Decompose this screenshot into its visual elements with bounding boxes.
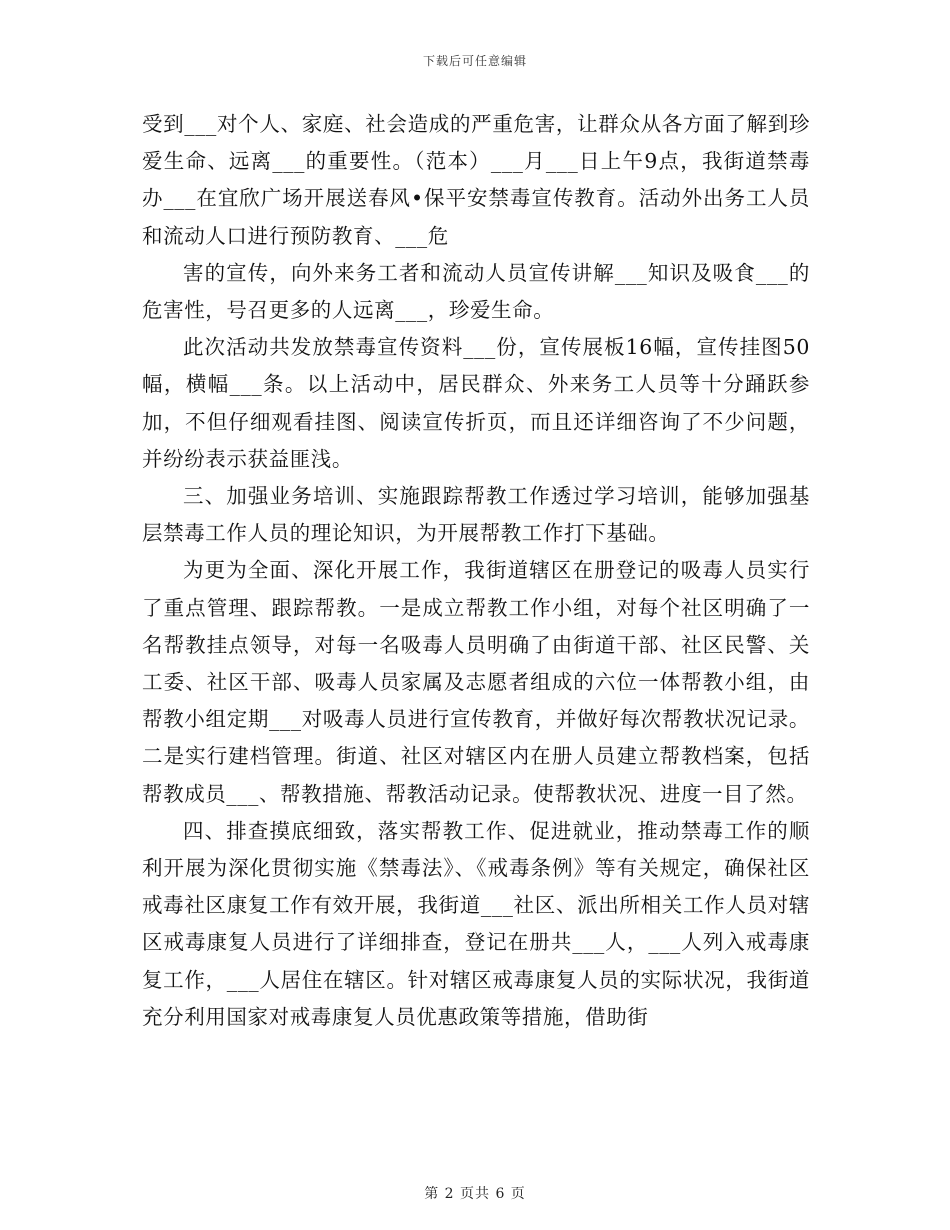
paragraph: 为更为全面、深化开展工作，我街道辖区在册登记的吸毒人员实行了重点管理、跟踪帮教。一是成立帮教工作小组，对每个社区明确了一名帮教挂点领导，对每一名吸毒人员明确了由街道干部、社区民警、关工委、社区干部、吸毒人员家属及志愿者组成的六位一体帮教小组，由帮教小组定期___对吸毒人员进行宣传教育，并做好每次帮教状况记录。二是实行建档管理。街道、社区对辖区内在册人员建立帮教档案，包括帮教成员___、帮教措施、帮教活动记录。使帮教状况、进度一目了然。 — [142, 558, 810, 806]
page-header: 下载后可任意编辑 — [422, 54, 527, 68]
document-body — [142, 106, 810, 1036]
paragraph: 此次活动共发放禁毒宣传资料___份，宣传展板16幅，宣传挂图50幅，横幅___条。以上活动中，居民群众、外来务工人员等十分踊跃参加，不但仔细观看挂图、阅读宣传折页，而且还详细咨询了不少问题，并纷纷表示获益匪浅。 — [142, 335, 810, 471]
paragraph: 受到___对个人、家庭、社会造成的严重危害，让群众从各方面了解到珍爱生命、远离___的重要性。（范本）___月___日上午9点，我街道禁毒办___在宜欣广场开展送春风•保平安禁毒宣传教育。活动外出务工人员和流动人口进行预防教育、___危 — [142, 112, 810, 248]
page-footer: 第 2 页共 6 页 — [424, 1186, 526, 1202]
paragraph: 害的宣传，向外来务工者和流动人员宣传讲解___知识及吸食___的危害性，号召更多的人远离___，珍爱生命。 — [142, 260, 810, 323]
paragraph: 三、加强业务培训、实施跟踪帮教工作透过学习培训，能够加强基层禁毒工作人员的理论知识，为开展帮教工作打下基础。 — [142, 484, 810, 546]
paragraph: 四、排查摸底细致，落实帮教工作、促进就业，推动禁毒工作的顺利开展为深化贯彻实施《禁毒法》、《戒毒条例》等有关规定，确保社区戒毒社区康复工作有效开展，我街道___社区、派出所相关工作人员对辖区戒毒康复人员进行了详细排查，登记在册共___人，___人列入戒毒康复工作，___人居住在辖区。针对辖区戒毒康复人员的实际状况，我街道充分利用国家对戒毒康复人员优惠政策等措施，借助街 — [142, 818, 810, 1029]
